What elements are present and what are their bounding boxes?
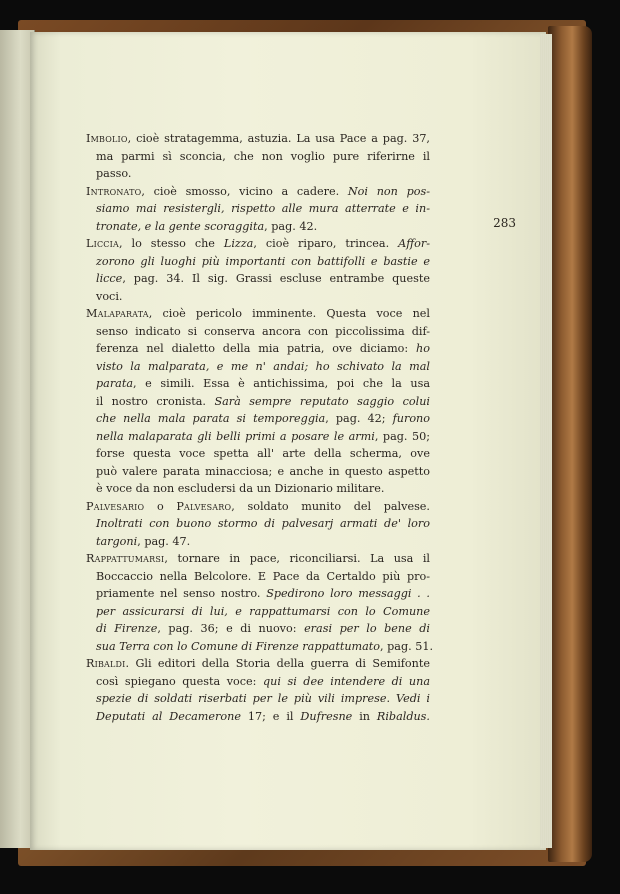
body-text: senso indicato si conserva ancora con piccolissima dif- [96, 324, 430, 338]
body-text: . [386, 692, 397, 705]
body-text: passo. [96, 167, 132, 180]
body-text: , pag. 51. [380, 639, 434, 653]
text-line [86, 585, 430, 603]
entry-headword: Liccia [86, 237, 119, 250]
text-line [86, 270, 430, 288]
quotation-text: siamo mai resistergli, rispetto alle mura atterrate e in- [96, 202, 430, 215]
quotation-text: per assicurarsi di lui, e rappattumarsi con lo Comune [96, 604, 430, 618]
entry-headword: Palvesario [86, 499, 145, 513]
quotation-text: Noi non pos- [347, 184, 430, 198]
book-spine-edge [548, 26, 592, 862]
text-line [86, 568, 430, 586]
quotation-text: Sarà sempre reputato saggio colui [214, 394, 430, 408]
entry-headword: Rappattumarsi [86, 552, 165, 565]
entry-headword: Intronato [86, 184, 142, 198]
text-line [86, 515, 430, 533]
quotation-text: targoni [96, 534, 138, 548]
text-line [86, 445, 430, 463]
quotation-text: Vedi i [396, 692, 430, 705]
text-line [86, 428, 430, 446]
quotation-text: qui si dee intendere di una [262, 674, 431, 688]
quotation-text: Lizza [223, 237, 254, 250]
text-line [86, 253, 430, 271]
body-text: , tornare in pace, riconciliarsi. La usa il [164, 552, 430, 565]
body-text: , pag. 36; e di nuovo: [157, 622, 305, 635]
text-line [86, 603, 430, 621]
entry-headword-line [86, 183, 430, 201]
quotation-text: Ribaldus. [376, 709, 430, 723]
body-text: , e simili. Essa è antichissima, poi che la usa [133, 377, 430, 390]
quotation-text: licce [96, 272, 123, 285]
body-text: , soldato munito del palvese. [231, 499, 430, 513]
quotation-text: nella malaparata gli belli primi a posare le armi [96, 429, 375, 443]
body-text: , pag. 42; [325, 412, 393, 425]
quotation-text: erasi per lo bene di [304, 622, 431, 635]
quotation-text: Dufresne [300, 709, 353, 723]
body-text: , cioè pericolo imminente. Questa voce nel [148, 307, 430, 320]
quotation-text: parata [96, 377, 134, 390]
entry-headword: Imbolio [86, 132, 128, 145]
entry-headword-line [86, 235, 430, 253]
text-line [86, 708, 430, 726]
text-line [86, 480, 430, 498]
body-text: priamente nel senso nostro. [96, 587, 267, 600]
body-text: è voce da non escludersi da un Dizionario militare. [96, 482, 385, 495]
text-line [86, 165, 430, 183]
body-text: , pag. 42. [264, 219, 318, 233]
text-line [86, 393, 430, 411]
quotation-text: Inoltrati con buono stormo di palvesarj armati de' loro [96, 517, 430, 530]
quotation-text: visto la malparata, e me n' andai; ho schivato la mal [96, 359, 430, 373]
body-text: può valere parata minacciosa; e anche in questo aspetto [96, 464, 430, 478]
page-stack-edge [540, 34, 552, 848]
body-text: . Gli editori della Storia della guerra di Semifonte [125, 657, 430, 670]
text-line [86, 323, 430, 341]
quotation-text: spezie di soldati riserbati per le più vili imprese [96, 692, 387, 705]
text-line [86, 340, 430, 358]
entry-headword-line [86, 130, 430, 148]
entry-headword: Ribaldi [86, 657, 126, 670]
entry-headword: Malaparata [86, 307, 149, 320]
entry-headword: Palvesaro [176, 499, 232, 513]
entry-headword-line [86, 498, 430, 516]
body-text: il nostro cronista. [96, 394, 215, 408]
body-text: o [144, 499, 177, 513]
body-text: forse questa voce spetta all' arte della scherma, ove [96, 447, 430, 460]
body-text: , pag. 47. [137, 534, 191, 548]
body-text: ferenza nel dialetto della mia patria, ove diciamo: [96, 342, 417, 355]
body-text: così spiegano questa voce: [96, 674, 263, 688]
quotation-text: zorono gli luoghi più importanti con battifolli e bastie e [96, 254, 430, 268]
body-text: in [352, 709, 377, 723]
glossary-entries [86, 130, 434, 725]
text-line [86, 358, 430, 376]
body-text: , cioè riparo, trincea. [253, 237, 399, 250]
text-line [86, 148, 430, 166]
body-text: , lo stesso che [118, 237, 224, 250]
quotation-text: Deputati al Decamerone [96, 709, 241, 723]
body-text: , pag. 34. Il sig. Grassi escluse entrambe queste [122, 272, 430, 285]
text-line [86, 375, 430, 393]
text-line [86, 690, 430, 708]
text-line [86, 638, 434, 656]
body-text: voci. [96, 289, 123, 303]
text-line [86, 200, 430, 218]
quotation-text: tronate, e la gente scoraggita [96, 219, 265, 233]
quotation-text: furono [392, 412, 430, 425]
text-line [86, 218, 430, 236]
text-line [86, 288, 430, 306]
entry-headword-line [86, 655, 430, 673]
body-text: , pag. 50; [374, 429, 430, 443]
text-line [86, 410, 430, 428]
quotation-text: di Firenze [96, 622, 158, 635]
quotation-text: Spedirono loro messaggi . . [266, 587, 430, 600]
body-text: ma parmi sì sconcia, che non voglio pure riferirne il [96, 149, 430, 163]
entry-headword-line [86, 550, 430, 568]
page-number: 283 [493, 216, 516, 230]
quotation-text: sua Terra con lo Comune di Firenze rappattumato [96, 639, 381, 653]
quotation-text: Affor- [398, 237, 430, 250]
text-line [86, 620, 430, 638]
quotation-text: ho [416, 342, 430, 355]
text-line [86, 673, 430, 691]
body-text: 17; e il [240, 709, 301, 723]
quotation-text: che nella mala parata si temporeggia [96, 412, 326, 425]
body-text: Boccaccio nella Belcolore. E Pace da Certaldo più pro- [96, 569, 430, 583]
entry-headword-line [86, 305, 430, 323]
text-line [86, 463, 430, 481]
body-text: , cioè smosso, vicino a cadere. [141, 184, 348, 198]
body-text: , cioè stratagemma, astuzia. La usa Pace a pag. 37, [127, 132, 430, 145]
text-line [86, 533, 430, 551]
